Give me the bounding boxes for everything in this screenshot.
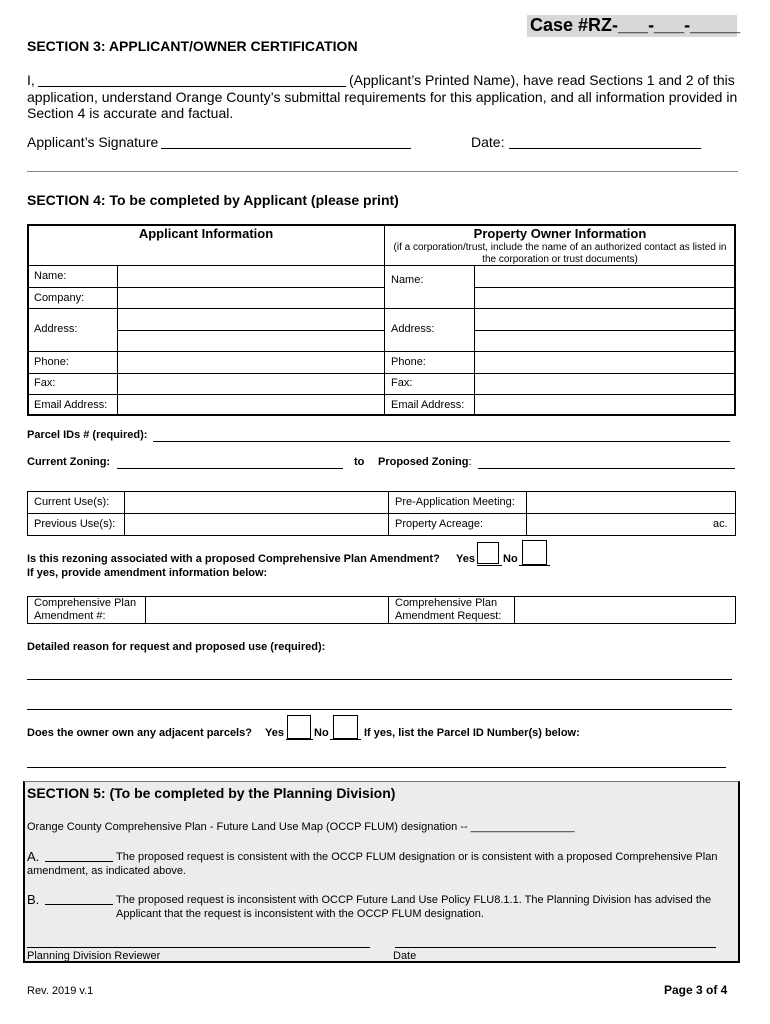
applicant-fax-input[interactable] (118, 374, 383, 394)
comp-plan-question: Is this rezoning associated with a proposed Comprehensive Plan Amendment? (27, 553, 440, 565)
owner-info-note-1: (if a corporation/trust, include the name of an authorized contact as listed in (393, 242, 727, 253)
comp-plan-no-label: No (503, 553, 518, 565)
previous-use-input[interactable] (125, 514, 387, 535)
parcel-ids-field[interactable] (153, 441, 730, 442)
proposed-zoning-label (378, 456, 472, 468)
pre-app-meeting-label: Pre-Application Meeting: (395, 496, 515, 508)
reviewer-label: Planning Division Reviewer (27, 950, 161, 962)
applicant-company-label: Company: (34, 292, 85, 304)
comp-plan-yes-underline (477, 565, 502, 566)
adjacent-yes-underline (286, 739, 313, 740)
cert-i: I, (27, 72, 35, 88)
applicant-address-input[interactable] (118, 309, 383, 351)
cert-paragraph-3: Section 4 is accurate and factual. (27, 105, 234, 121)
adjacent-no-label: No (314, 727, 329, 739)
use-table-col-divider (388, 492, 389, 535)
amendment-col-divider (388, 597, 389, 623)
detailed-reason-label: Detailed reason for request and proposed use (required): (27, 641, 326, 653)
option-a-text-2: amendment, as indicated above. (27, 865, 186, 877)
adjacent-parcel-ids-field[interactable] (27, 767, 726, 768)
owner-fax-label: Fax: (391, 377, 413, 389)
reviewer-date-field[interactable] (395, 947, 716, 948)
revision-label: Rev. 2019 v.1 (27, 985, 94, 997)
owner-address-input[interactable] (475, 309, 734, 351)
previous-use-label: Previous Use(s): (34, 518, 116, 530)
owner-address-label: Address: (391, 323, 435, 335)
option-b-label: B. (27, 892, 40, 907)
cpa-number-label-1: Comprehensive Plan (34, 597, 137, 609)
section5-title: SECTION 5: (To be completed by the Planning Division) (27, 785, 396, 801)
case-number: Case #RZ-___-___-_____ (530, 15, 741, 35)
option-a-text-1: The proposed request is consistent with the OCCP FLUM designation or is consistent with a proposed Comprehensive Plan (116, 851, 718, 863)
if-yes-amendment-label: If yes, provide amendment information below: (27, 567, 268, 579)
owner-name-input[interactable] (475, 266, 734, 308)
adjacent-yes-label: Yes (265, 727, 284, 739)
comp-plan-yes-checkbox[interactable] (477, 542, 499, 564)
cert-date-label: Date: (471, 134, 505, 150)
property-acreage-label: Property Acreage: (395, 518, 484, 530)
adjacent-no-underline (330, 739, 361, 740)
parcel-ids-label: Parcel IDs # (required): (27, 429, 148, 441)
owner-phone-input[interactable] (475, 352, 734, 373)
adjacent-question: Does the owner own any adjacent parcels? (27, 727, 252, 739)
cert-paragraph-2: application, understand Orange County’s submittal requirements for this application, and all information provided in (27, 89, 738, 105)
section4-title: SECTION 4: To be completed by Applicant (please print) (27, 192, 399, 208)
owner-info-note-2: the corporation or trust documents) (482, 254, 638, 265)
acreage-unit: ac. (713, 518, 728, 530)
adjacent-yes-checkbox[interactable] (287, 715, 311, 739)
adjacent-if-yes-label: If yes, list the Parcel ID Number(s) below: (364, 727, 580, 739)
cpa-request-label-2: Amendment Request: (395, 610, 502, 622)
pre-app-meeting-input[interactable] (527, 492, 735, 513)
adjacent-no-checkbox[interactable] (333, 715, 358, 739)
property-acreage-input[interactable] (527, 514, 707, 535)
option-a-field[interactable] (45, 861, 113, 862)
option-b-text-2: Applicant that the request is inconsistent with the OCCP FLUM designation. (116, 908, 484, 920)
cpa-number-label-2: Amendment #: (34, 610, 106, 622)
comp-plan-yes-label: Yes (456, 553, 475, 565)
cpa-request-label-1: Comprehensive Plan (395, 597, 498, 609)
proposed-zoning-text: Proposed Zoning (378, 456, 469, 468)
owner-info-header: Property Owner Information (473, 226, 647, 241)
applicant-phone-input[interactable] (118, 352, 383, 373)
detailed-reason-line-2[interactable] (27, 709, 732, 710)
applicant-email-label: Email Address: (34, 399, 108, 411)
option-b-text-1: The proposed request is inconsistent with OCCP Future Land Use Policy FLU8.1.1. The Planning Division has advised the (116, 894, 712, 906)
cert-paragraph-1: (Applicant’s Printed Name), have read Sections 1 and 2 of this (349, 72, 735, 88)
applicant-company-input[interactable] (118, 288, 383, 308)
proposed-zoning-field[interactable] (478, 468, 735, 469)
current-use-label: Current Use(s): (34, 496, 110, 508)
owner-phone-label: Phone: (391, 356, 426, 368)
current-zoning-label: Current Zoning: (27, 456, 111, 468)
applicant-address-label: Address: (34, 323, 78, 335)
owner-email-label: Email Address: (391, 399, 465, 411)
applicant-name-label: Name: (34, 270, 67, 282)
applicant-phone-label: Phone: (34, 356, 69, 368)
zoning-to-label: to (354, 456, 365, 468)
page-number: Page 3 of 4 (664, 983, 728, 997)
printed-name-field[interactable] (38, 86, 346, 87)
option-a-label: A. (27, 849, 40, 864)
reviewer-signature-field[interactable] (27, 947, 370, 948)
comp-plan-no-checkbox[interactable] (522, 540, 547, 565)
signature-field[interactable] (161, 148, 411, 149)
flum-designation-line: Orange County Comprehensive Plan - Future Land Use Map (OCCP FLUM) designation -- _________________ (27, 821, 575, 833)
owner-email-input[interactable] (475, 395, 734, 415)
cpa-number-input[interactable] (146, 597, 387, 623)
applicant-email-input[interactable] (118, 395, 383, 415)
signature-label: Applicant’s Signature (27, 134, 159, 150)
current-use-input[interactable] (125, 492, 387, 513)
section-divider (27, 171, 738, 172)
comp-plan-no-underline (519, 565, 550, 566)
section3-title: SECTION 3: APPLICANT/OWNER CERTIFICATION (27, 38, 358, 54)
current-zoning-field[interactable] (117, 468, 343, 469)
proposed-zoning-colon: : (468, 456, 472, 468)
applicant-info-header: Applicant Information (138, 226, 274, 241)
owner-name-label: Name: (391, 274, 424, 286)
cpa-request-input[interactable] (515, 597, 735, 623)
reviewer-date-label: Date (393, 950, 417, 962)
applicant-fax-label: Fax: (34, 377, 56, 389)
detailed-reason-line-1[interactable] (27, 679, 732, 680)
applicant-name-input[interactable] (118, 266, 383, 287)
cert-date-field[interactable] (509, 148, 701, 149)
option-b-field[interactable] (45, 904, 113, 905)
owner-fax-input[interactable] (475, 374, 734, 394)
